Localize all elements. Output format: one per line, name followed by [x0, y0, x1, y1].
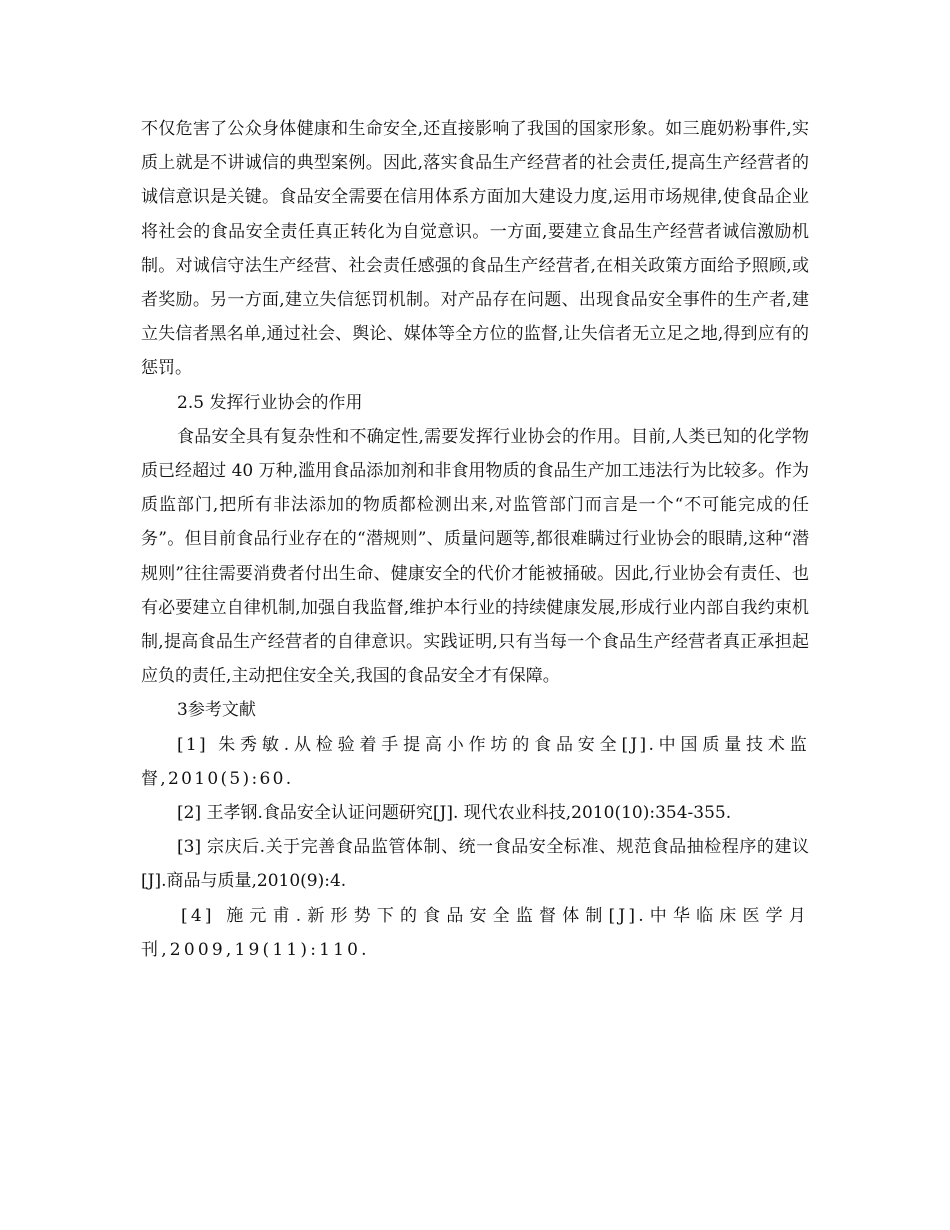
references-heading: 3参考文献 [177, 700, 256, 721]
reference-item-4: [4] 施元甫.新形势下的食品安全监督体制[J].中华临床医学月刊,2009,19(11):110. [141, 905, 809, 960]
paragraph-integrity: 不仅危害了公众身体健康和生命安全,还直接影响了我国的国家形象。如三鹿奶粉事件,实质上就是不讲诚信的典型案例。因此,落实食品生产经营者的社会责任,提高生产经营者的诚信意识是关键。食品安全需要在信用体系方面加大建设力度,运用市场规律,使食品企业将社会的食品安全责任真正转化为自觉意识。一方面,要建立食品生产经营者诚信激励机制。对诚信守法生产经营、社会责任感强的食品生产经营者,在相关政策方面给予照顾,或者奖励。另一方面,建立失信惩罚机制。对产品存在问题、出现食品安全事件的生产者,建立失信者黑名单,通过社会、舆论、媒体等全方位的监督,让失信者无立足之地,得到应有的惩罚。 [141, 119, 809, 379]
reference-item-3: [3] 宗庆后.关于完善食品监管体制、统一食品安全标准、规范食品抽检程序的建议[J].商品与质量,2010(9):4. [141, 837, 809, 892]
document-body [141, 112, 809, 967]
reference-item-1: [1] 朱秀敏.从检验着手提高小作坊的食品安全[J].中国质量技术监督,2010(5):60. [141, 734, 809, 789]
reference-item-2: [2] 王孝钢.食品安全认证问题研究[J]. 现代农业科技,2010(10):354-355. [177, 803, 732, 824]
section-heading-2-5: 2.5 发挥行业协会的作用 [177, 392, 363, 413]
paragraph-industry-association: 食品安全具有复杂性和不确定性,需要发挥行业协会的作用。目前,人类已知的化学物质已经超过 40 万种,滥用食品添加剂和非食用物质的食品生产加工违法行为比较多。作为质监部门,把所有非法添加的物质都检测出来,对监管部门而言是一个“不可能完成的任务”。但目前食品行业存在的“潜规则”、质量问题等,都很难瞒过行业协会的眼睛,这种“潜规则”往往需要消费者付出生命、健康安全的代价才能被捅破。因此,行业协会有责任、也有必要建立自律机制,加强自我监督,维护本行业的持续健康发展,形成行业内部自我约束机制,提高食品生产经营者的自律意识。实践证明,只有当每一个食品生产经营者真正承担起应负的责任,主动把住安全关,我国的食品安全才有保障。 [141, 426, 809, 687]
